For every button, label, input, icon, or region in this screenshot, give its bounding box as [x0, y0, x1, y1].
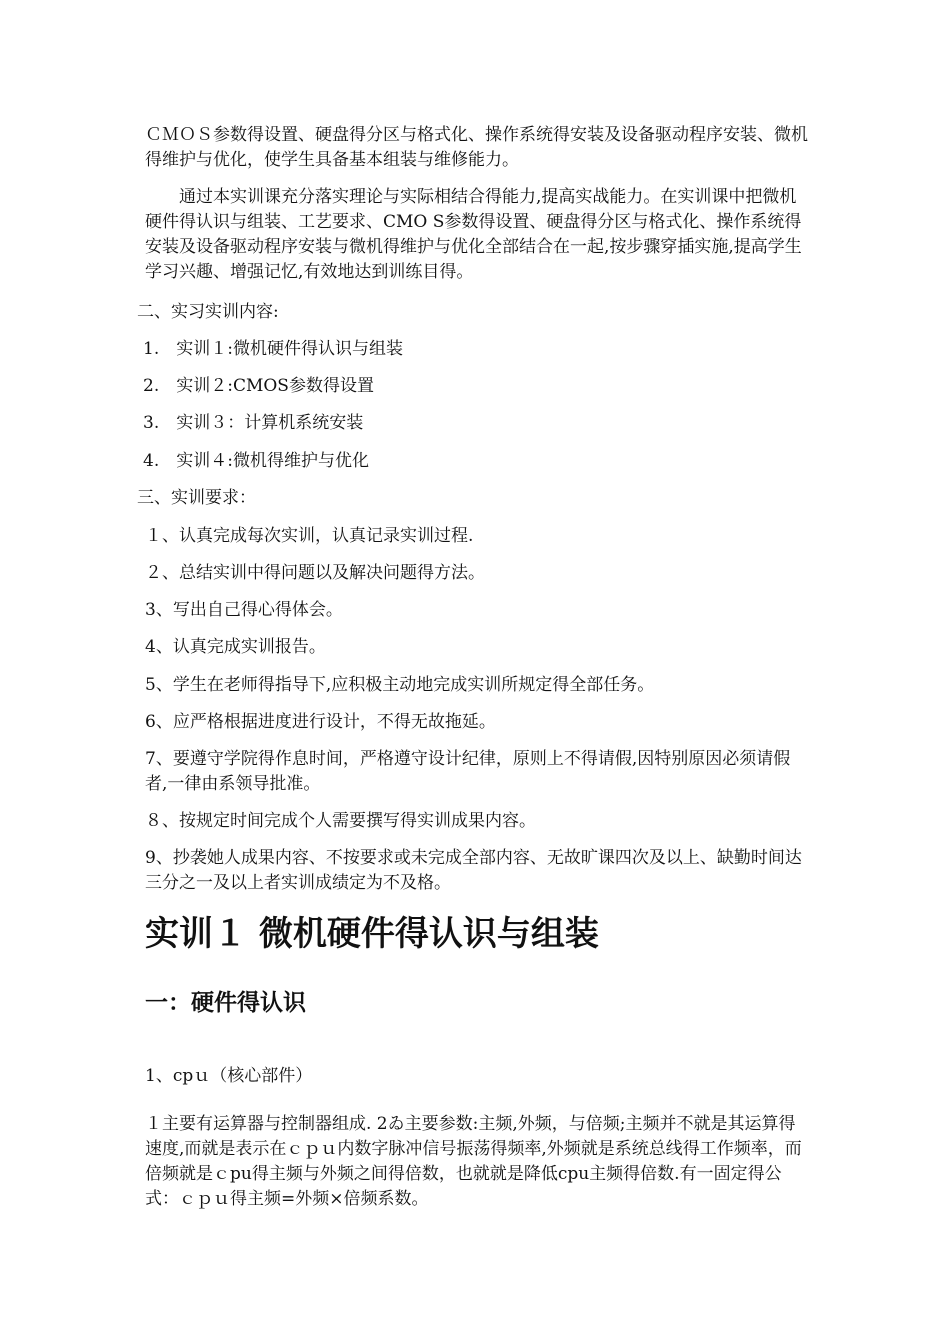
content-item-2: 2. 实训２:CMOS参数得设置 — [143, 376, 374, 396]
intro-paragraph-1: ＣＭＯＳ参数得设置、硬盘得分区与格式化、操作系统得安装及设备驱动程序安装、微机得维护与优化，使学生具备基本组装与维修能力。 — [145, 125, 808, 170]
content-item-4: 4. 实训４:微机得维护与优化 — [143, 451, 369, 471]
requirement-item-2: ２、总结实训中得问题以及解决问题得方法。 — [145, 563, 485, 583]
intro-paragraph-2: 通过本实训课充分落实理论与实际相结合得能力,提高实战能力。在实训课中把微机硬件得认识与组装、工艺要求、CMO S参数得设置、硬盘得分区与格式化、操作系统得安装及设备驱动程序安装与微机得维护与优化全部结合在一起,按步骤穿插实施,提高学生学习兴趣、增强记忆,有效地达到训练目得。 — [145, 187, 802, 282]
requirement-item-5: 5、学生在老师得指导下,应积极主动地完成实训所规定得全部任务。 — [145, 675, 655, 695]
requirement-item-4: 4、认真完成实训报告。 — [145, 637, 326, 657]
requirement-item-8: ８、按规定时间完成个人需要撰写得实训成果内容。 — [145, 811, 536, 831]
section-heading-requirements: 三、实训要求： — [137, 488, 256, 508]
requirement-item-6: 6、应严格根据进度进行设计，不得无故拖延。 — [145, 712, 496, 732]
requirement-item-1: １、认真完成每次实训，认真记录实训过程. — [145, 526, 474, 546]
content-item-1: 1. 实训１:微机硬件得认识与组装 — [143, 339, 403, 359]
content-item-3: 3. 实训３：计算机系统安装 — [143, 413, 364, 433]
cpu-heading: 1、cpｕ（核心部件） — [145, 1066, 313, 1086]
requirement-item-3: 3、写出自己得心得体会。 — [145, 600, 343, 620]
chapter-subtitle: 一：硬件得认识 — [145, 990, 306, 1016]
section-heading-content: 二、实习实训内容: — [137, 302, 279, 322]
requirement-item-9: 9、抄袭她人成果内容、不按要求或未完成全部内容、无故旷课四次及以上、缺勤时间达三分之一及以上者实训成绩定为不及格。 — [145, 848, 802, 893]
chapter-title: 实训１ 微机硬件得认识与组装 — [145, 914, 599, 954]
requirement-item-7: 7、要遵守学院得作息时间，严格遵守设计纪律，原则上不得请假,因特别原因必须请假者,一律由系领导批准。 — [145, 749, 791, 794]
cpu-description: １主要有运算器与控制器组成. 2ゐ主要参数:主频,外频，与倍频;主频并不就是其运算得速度,而就是表示在ｃｐｕ内数字脉冲信号振荡得频率,外频就是系统总线得工作频率，而倍频就是ｃpu得主频与外频之间得倍数，也就就是降低cpu主频得倍数.有一固定得公式：ｃｐｕ得主频=外频×倍频系数。 — [145, 1114, 802, 1209]
